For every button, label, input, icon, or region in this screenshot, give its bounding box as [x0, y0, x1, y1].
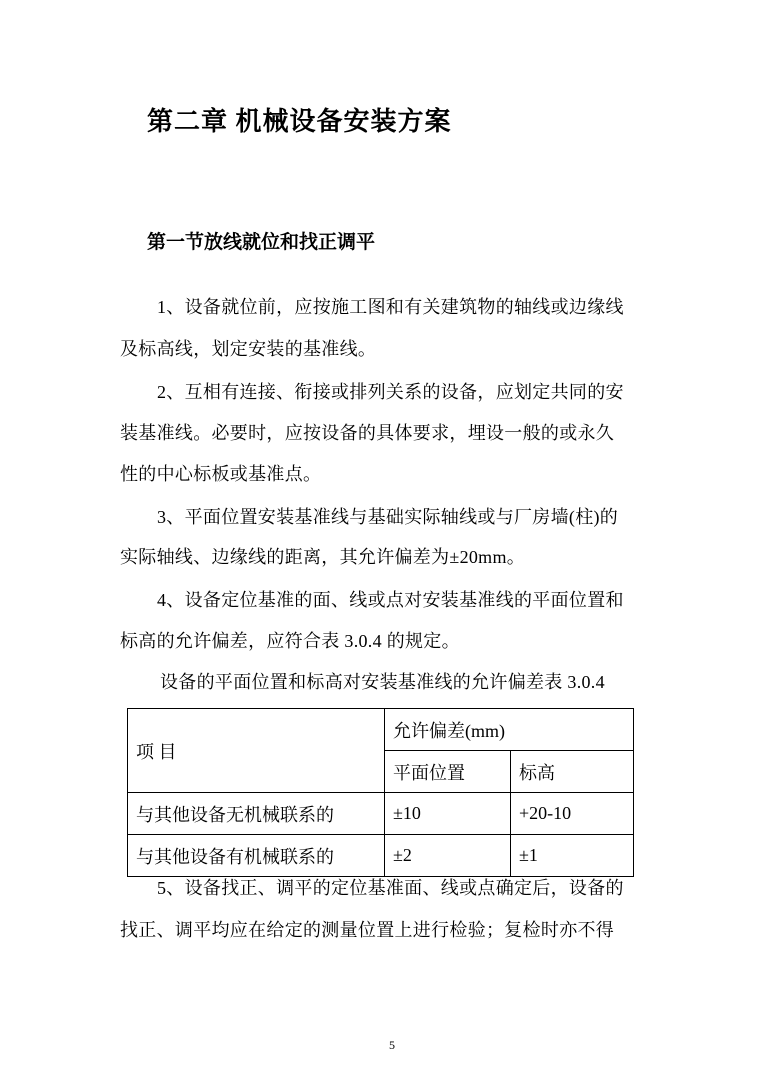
row-plane: ±10: [385, 793, 511, 835]
row-elevation: ±1: [511, 835, 634, 877]
header-elevation: 标高: [511, 751, 634, 793]
row-elevation: +20-10: [511, 793, 634, 835]
paragraph-3-line-1: 3、平面位置安装基准线与基础实际轴线或与厂房墙(柱)的: [157, 507, 619, 527]
paragraph-4-line-2: 标高的允许偏差，应符合表 3.0.4 的规定。: [120, 631, 460, 651]
paragraph-1-line-1: 1、设备就位前，应按施工图和有关建筑物的轴线或边缘线: [157, 297, 624, 317]
paragraph-5-line-2: 找正、调平均应在给定的测量位置上进行检验；复检时亦不得: [120, 920, 615, 940]
header-item: 项 目: [128, 709, 385, 793]
section-heading: 第一节放线就位和找正调平: [147, 232, 376, 253]
header-tolerance: 允许偏差(mm): [385, 709, 634, 751]
paragraph-5-line-1: 5、设备找正、调平的定位基准面、线或点确定后，设备的: [157, 878, 624, 898]
table-caption: 设备的平面位置和标高对安装基准线的允许偏差表 3.0.4: [160, 672, 605, 692]
table-row: [128, 835, 634, 877]
row-plane: ±2: [385, 835, 511, 877]
header-plane-position: 平面位置: [385, 751, 511, 793]
paragraph-3-line-2: 实际轴线、边缘线的距离，其允许偏差为±20mm。: [120, 547, 526, 567]
paragraph-4-line-1: 4、设备定位基准的面、线或点对安装基准线的平面位置和: [157, 590, 624, 610]
table-row: [128, 793, 634, 835]
chapter-title: 第二章 机械设备安装方案: [147, 107, 452, 136]
paragraph-2-line-1: 2、互相有连接、衔接或排列关系的设备，应划定共同的安: [157, 382, 624, 402]
paragraph-1-line-2: 及标高线，划定安装的基准线。: [120, 339, 377, 359]
row-item: 与其他设备有机械联系的: [128, 835, 385, 877]
row-item: 与其他设备无机械联系的: [128, 793, 385, 835]
paragraph-2-line-2: 装基准线。必要时，应按设备的具体要求，埋设一般的或永久: [120, 423, 615, 443]
paragraph-2-line-3: 性的中心标板或基准点。: [120, 464, 322, 484]
table-header-row: [128, 709, 634, 751]
page-number: 5: [389, 1038, 395, 1052]
tolerance-table: [127, 708, 634, 877]
